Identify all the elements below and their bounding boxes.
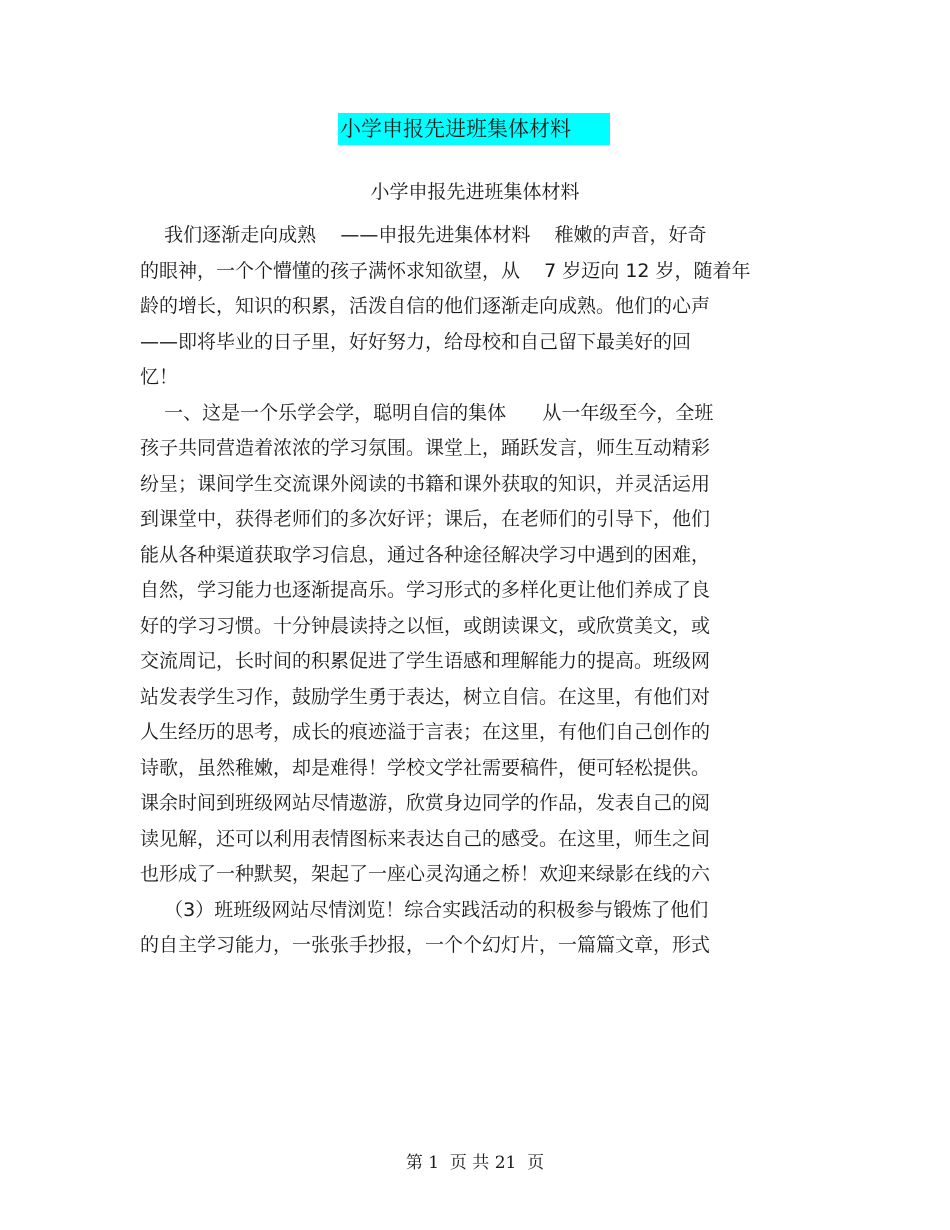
body-line: 忆！ bbox=[140, 366, 179, 388]
body-line: 孩子共同营造着浓浓的学习氛围。课堂上，踊跃发言，师生互动精彩 bbox=[140, 437, 711, 459]
body-line: 纷呈；课间学生交流课外阅读的书籍和课外获取的知识，并灵活运用 bbox=[140, 472, 711, 495]
document-body bbox=[140, 218, 820, 964]
body-line: 龄的增长，知识的积累，活泼自信的他们逐渐走向成熟。他们的心声 bbox=[140, 295, 711, 317]
page-footer: 第 1 页 共 21 页 bbox=[405, 1153, 545, 1173]
body-line: ——即将毕业的日子里，好好努力，给母校和自己留下最美好的回 bbox=[140, 330, 692, 353]
body-line: 我们逐渐走向成熟 ——申报先进集体材料 稚嫩的声音，好奇 bbox=[140, 224, 707, 246]
body-line: 站发表学生习作，鼓励学生勇于表达，树立自信。在这里，有他们对 bbox=[140, 685, 711, 708]
document-subtitle: 小学申报先进班集体材料 bbox=[370, 181, 580, 203]
page-title: 小学申报先进班集体材料 bbox=[338, 113, 610, 145]
body-line: 诗歌，虽然稚嫩，却是难得！学校文学社需要稿件，便可轻松提供。 bbox=[140, 756, 711, 779]
body-line: 能从各种渠道获取学习信息，通过各种途径解决学习中遇到的困难， bbox=[140, 543, 711, 566]
body-line: 好的学习习惯。十分钟晨读持之以恒，或朗读课文，或欣赏美文，或 bbox=[140, 614, 711, 637]
body-line: 的眼神，一个个懵懂的孩子满怀求知欲望，从 7 岁迈向 12 岁，随着年 bbox=[140, 259, 751, 282]
body-line: 交流周记，长时间的积累促进了学生语感和理解能力的提高。班级网 bbox=[140, 650, 711, 672]
body-line: 一、这是一个乐学会学，聪明自信的集体 从一年级至今，全班 bbox=[140, 401, 714, 424]
body-line: （3）班班级网站尽情浏览！综合实践活动的积极参与锻炼了他们 bbox=[140, 898, 709, 921]
body-line: 课余时间到班级网站尽情遨游，欣赏身边同学的作品，发表自己的阅 bbox=[140, 792, 711, 814]
body-line: 读见解，还可以利用表情图标来表达自己的感受。在这里，师生之间 bbox=[140, 827, 711, 850]
body-line: 的自主学习能力，一张张手抄报，一个个幻灯片，一篇篇文章，形式 bbox=[140, 934, 711, 956]
body-line: 自然，学习能力也逐渐提高乐。学习形式的多样化更让他们养成了良 bbox=[140, 579, 711, 601]
body-line: 也形成了一种默契，架起了一座心灵沟通之桥！欢迎来绿影在线的六 bbox=[140, 863, 711, 885]
body-line: 人生经历的思考，成长的痕迹溢于言表；在这里，有他们自己创作的 bbox=[140, 721, 711, 743]
body-line: 到课堂中，获得老师们的多次好评；课后，在老师们的引导下，他们 bbox=[140, 508, 711, 530]
